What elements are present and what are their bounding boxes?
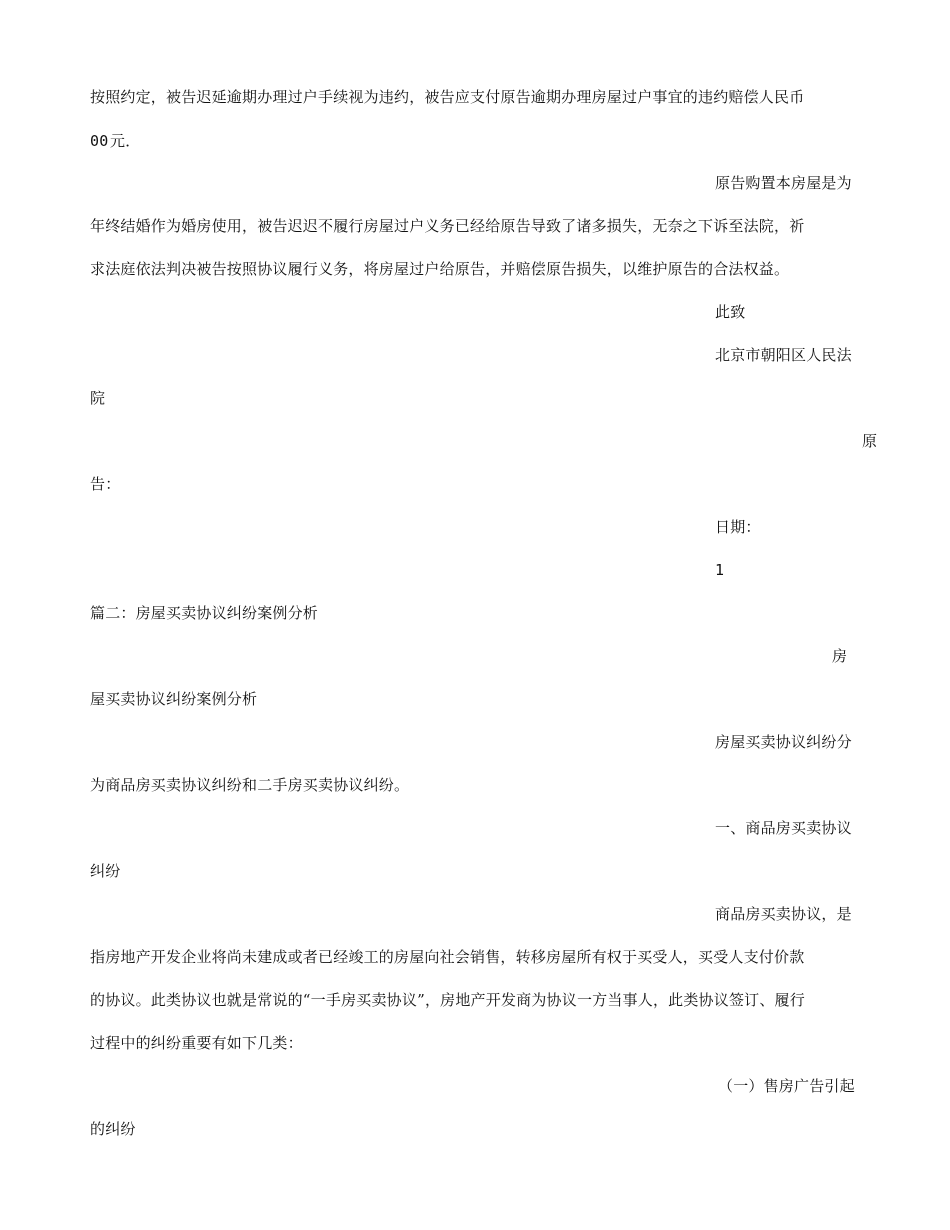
subsection-heading: 一、商品房买卖协议: [715, 819, 852, 837]
plaintiff-label: 原: [862, 432, 878, 450]
paragraph-line: 商品房买卖协议，是: [715, 905, 852, 923]
subsection-heading: （一）售房广告引起: [718, 1077, 855, 1095]
amount-digits: 00: [90, 132, 109, 150]
subsection-heading: 纠纷: [90, 862, 121, 880]
paragraph-line: 元．: [110, 132, 141, 150]
paragraph-line: 求法庭依法判决被告按照协议履行义务，将房屋过户给原告，并赔偿原告损失，以维护原告的合法权益。: [90, 260, 790, 278]
paragraph-line: 按照约定，被告迟延逾期办理过户手续视为违约，被告应支付原告逾期办理房屋过户事宜的违约赔偿人民币: [90, 88, 805, 106]
paragraph-line: 年终结婚作为婚房使用，被告迟迟不履行房屋过户义务已经给原告导致了诸多损失，无奈之下诉至法院，祈: [90, 217, 805, 235]
paragraph-line: 原告购置本房屋是为: [715, 174, 852, 192]
paragraph-line: 房屋买卖协议纠纷分: [715, 733, 852, 751]
plaintiff-label-end: 告：: [90, 475, 121, 493]
court-name: 北京市朝阳区人民法: [715, 346, 852, 364]
salutation: 此致: [715, 303, 746, 321]
paragraph-line: 过程中的纠纷重要有如下几类：: [90, 1034, 303, 1052]
paragraph-line: 的协议。此类协议也就是常说的“一手房买卖协议”，房地产开发商为协议一方当事人，此类协议签订、履行: [90, 991, 805, 1009]
title-line: 屋买卖协议纠纷案例分析: [90, 690, 258, 708]
date-label: 日期：: [715, 518, 761, 536]
page-number: 1: [715, 561, 725, 579]
title-line: 房: [832, 647, 848, 665]
paragraph-line: 指房地产开发企业将尚未建成或者已经竣工的房屋向社会销售，转移房屋所有权于买受人，买受人支付价款: [90, 948, 805, 966]
section-heading: 篇二：房屋买卖协议纠纷案例分析: [90, 604, 319, 622]
court-name-end: 院: [90, 389, 106, 407]
paragraph-line: 为商品房买卖协议纠纷和二手房买卖协议纠纷。: [90, 776, 410, 794]
subsection-heading: 的纠纷: [90, 1120, 136, 1138]
